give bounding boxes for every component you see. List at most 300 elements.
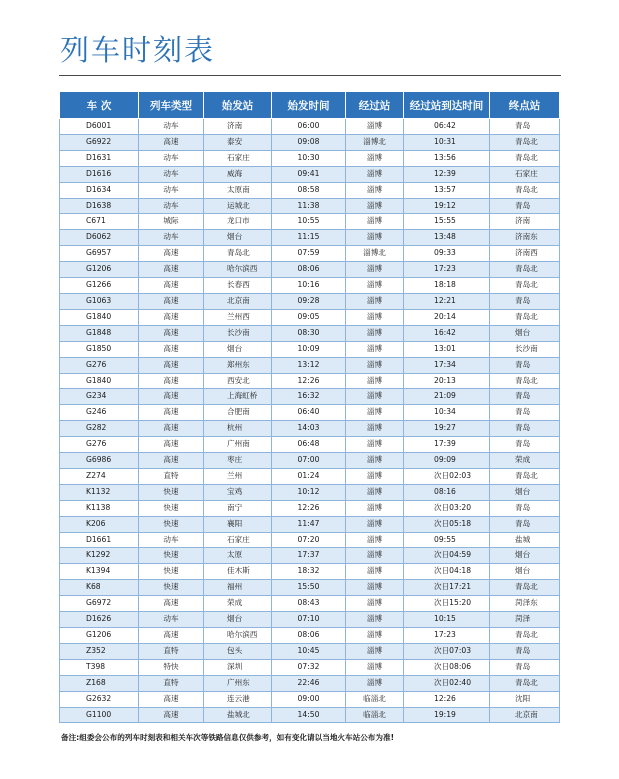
terminal-station-cell: 沈阳 <box>490 691 560 707</box>
table-row <box>60 262 560 278</box>
terminal-station-cell: 烟台 <box>490 548 560 564</box>
train-type-cell: 快速 <box>139 580 204 596</box>
table-row <box>60 119 560 135</box>
terminal-station-cell: 石家庄 <box>490 166 560 182</box>
via-arrival-time-cell: 16:42 <box>404 325 490 341</box>
departure-time-cell: 08:43 <box>272 596 346 612</box>
origin-station-cell: 泰安 <box>204 134 272 150</box>
origin-station-cell: 太原 <box>204 548 272 564</box>
train-number-cell: D1616 <box>60 166 139 182</box>
terminal-station-cell: 济南西 <box>490 246 560 262</box>
train-number-cell: Z168 <box>60 675 139 691</box>
train-type-cell: 高速 <box>139 596 204 612</box>
table-row <box>60 468 560 484</box>
origin-station-cell: 烟台 <box>204 230 272 246</box>
terminal-station-cell: 盐城 <box>490 532 560 548</box>
via-arrival-time-cell: 09:55 <box>404 532 490 548</box>
via-arrival-time-cell: 19:12 <box>404 198 490 214</box>
table-row <box>60 150 560 166</box>
table-row <box>60 309 560 325</box>
departure-time-cell: 10:09 <box>272 341 346 357</box>
train-type-cell: 动车 <box>139 182 204 198</box>
origin-station-cell: 石家庄 <box>204 150 272 166</box>
origin-station-cell: 威海 <box>204 166 272 182</box>
via-station-cell: 淄博 <box>346 262 404 278</box>
train-number-cell: Z274 <box>60 468 139 484</box>
origin-station-cell: 兰州 <box>204 468 272 484</box>
via-station-cell: 淄博 <box>346 119 404 135</box>
origin-station-cell: 上海虹桥 <box>204 389 272 405</box>
via-station-cell: 淄博 <box>346 500 404 516</box>
origin-station-cell: 龙口市 <box>204 214 272 230</box>
via-station-cell: 淄博 <box>346 580 404 596</box>
table-row <box>60 421 560 437</box>
via-station-cell: 淄博 <box>346 278 404 294</box>
departure-time-cell: 10:12 <box>272 484 346 500</box>
train-number-cell: G276 <box>60 437 139 453</box>
terminal-station-cell: 青岛 <box>490 119 560 135</box>
train-number-cell: G6957 <box>60 246 139 262</box>
table-row <box>60 341 560 357</box>
via-station-cell: 淄博 <box>346 659 404 675</box>
train-number-cell: D1661 <box>60 532 139 548</box>
via-station-cell: 淄博 <box>346 532 404 548</box>
train-type-cell: 高速 <box>139 421 204 437</box>
terminal-station-cell: 青岛 <box>490 516 560 532</box>
via-arrival-time-cell: 10:31 <box>404 134 490 150</box>
table-row <box>60 405 560 421</box>
train-type-cell: 动车 <box>139 166 204 182</box>
departure-time-cell: 01:24 <box>272 468 346 484</box>
train-type-cell: 动车 <box>139 150 204 166</box>
origin-station-cell: 哈尔滨西 <box>204 628 272 644</box>
via-station-cell: 淄博 <box>346 373 404 389</box>
via-station-cell: 淄博 <box>346 628 404 644</box>
terminal-station-cell: 青岛 <box>490 293 560 309</box>
train-number-cell: G282 <box>60 421 139 437</box>
train-number-cell: G246 <box>60 405 139 421</box>
table-row <box>60 246 560 262</box>
train-number-cell: K68 <box>60 580 139 596</box>
via-station-cell: 淄博 <box>346 357 404 373</box>
via-arrival-time-cell: 12:39 <box>404 166 490 182</box>
via-station-cell: 淄博 <box>346 405 404 421</box>
origin-station-cell: 杭州 <box>204 421 272 437</box>
departure-time-cell: 07:00 <box>272 453 346 469</box>
terminal-station-cell: 长沙南 <box>490 341 560 357</box>
origin-station-cell: 宝鸡 <box>204 484 272 500</box>
train-type-cell: 高速 <box>139 628 204 644</box>
origin-station-cell: 包头 <box>204 643 272 659</box>
train-number-cell: D1638 <box>60 198 139 214</box>
table-row <box>60 437 560 453</box>
train-number-cell: C671 <box>60 214 139 230</box>
train-number-cell: G2632 <box>60 691 139 707</box>
via-station-cell: 淄博 <box>346 437 404 453</box>
train-number-cell: G6986 <box>60 453 139 469</box>
via-arrival-time-cell: 13:01 <box>404 341 490 357</box>
via-station-cell: 淄博 <box>346 548 404 564</box>
terminal-station-cell: 烟台 <box>490 564 560 580</box>
departure-time-cell: 07:59 <box>272 246 346 262</box>
column-header-departure-time: 始发时间 <box>272 92 346 119</box>
terminal-station-cell: 烟台 <box>490 484 560 500</box>
departure-time-cell: 06:00 <box>272 119 346 135</box>
train-number-cell: G1063 <box>60 293 139 309</box>
train-number-cell: G1206 <box>60 628 139 644</box>
origin-station-cell: 烟台 <box>204 341 272 357</box>
train-number-cell: G6972 <box>60 596 139 612</box>
origin-station-cell: 荣成 <box>204 596 272 612</box>
table-row <box>60 612 560 628</box>
departure-time-cell: 07:32 <box>272 659 346 675</box>
departure-time-cell: 12:26 <box>272 373 346 389</box>
via-arrival-time-cell: 15:55 <box>404 214 490 230</box>
terminal-station-cell: 青岛北 <box>490 580 560 596</box>
via-arrival-time-cell: 12:21 <box>404 293 490 309</box>
column-header-train-number: 车 次 <box>60 92 139 119</box>
via-arrival-time-cell: 次日07:03 <box>404 643 490 659</box>
via-arrival-time-cell: 次日04:18 <box>404 564 490 580</box>
title-divider <box>59 75 561 76</box>
train-type-cell: 高速 <box>139 389 204 405</box>
train-type-cell: 高速 <box>139 325 204 341</box>
train-number-cell: D1634 <box>60 182 139 198</box>
origin-station-cell: 长春西 <box>204 278 272 294</box>
via-station-cell: 淄博 <box>346 166 404 182</box>
page-title: 列车时刻表 <box>60 33 216 67</box>
train-number-cell: G6922 <box>60 134 139 150</box>
via-station-cell: 淄博 <box>346 468 404 484</box>
terminal-station-cell: 菏泽 <box>490 612 560 628</box>
via-arrival-time-cell: 19:19 <box>404 707 490 723</box>
terminal-station-cell: 青岛 <box>490 357 560 373</box>
terminal-station-cell: 荣成 <box>490 453 560 469</box>
table-row <box>60 389 560 405</box>
train-number-cell: K1394 <box>60 564 139 580</box>
via-arrival-time-cell: 06:42 <box>404 119 490 135</box>
departure-time-cell: 09:00 <box>272 691 346 707</box>
train-number-cell: G1850 <box>60 341 139 357</box>
origin-station-cell: 襄阳 <box>204 516 272 532</box>
via-arrival-time-cell: 21:09 <box>404 389 490 405</box>
table-row <box>60 580 560 596</box>
via-station-cell: 淄博 <box>346 182 404 198</box>
via-station-cell: 淄博 <box>346 230 404 246</box>
column-header-via-station: 经过站 <box>346 92 404 119</box>
train-type-cell: 高速 <box>139 134 204 150</box>
train-number-cell: G1100 <box>60 707 139 723</box>
via-arrival-time-cell: 09:09 <box>404 453 490 469</box>
origin-station-cell: 烟台 <box>204 612 272 628</box>
via-station-cell: 临淄北 <box>346 707 404 723</box>
via-arrival-time-cell: 13:48 <box>404 230 490 246</box>
origin-station-cell: 连云港 <box>204 691 272 707</box>
origin-station-cell: 广州东 <box>204 675 272 691</box>
departure-time-cell: 09:08 <box>272 134 346 150</box>
via-station-cell: 淄博 <box>346 484 404 500</box>
train-type-cell: 高速 <box>139 293 204 309</box>
train-type-cell: 高速 <box>139 278 204 294</box>
via-station-cell: 淄博 <box>346 325 404 341</box>
column-header-via-arrival-time: 经过站到达时间 <box>404 92 490 119</box>
origin-station-cell: 合肥南 <box>204 405 272 421</box>
train-type-cell: 动车 <box>139 532 204 548</box>
terminal-station-cell: 青岛北 <box>490 309 560 325</box>
via-arrival-time-cell: 次日02:03 <box>404 468 490 484</box>
origin-station-cell: 郑州东 <box>204 357 272 373</box>
table-row <box>60 357 560 373</box>
train-type-cell: 直特 <box>139 643 204 659</box>
train-number-cell: K206 <box>60 516 139 532</box>
origin-station-cell: 石家庄 <box>204 532 272 548</box>
train-number-cell: G234 <box>60 389 139 405</box>
table-row <box>60 548 560 564</box>
departure-time-cell: 17:37 <box>272 548 346 564</box>
via-arrival-time-cell: 次日04:59 <box>404 548 490 564</box>
table-row <box>60 325 560 341</box>
via-arrival-time-cell: 17:23 <box>404 628 490 644</box>
departure-time-cell: 12:26 <box>272 500 346 516</box>
table-row <box>60 532 560 548</box>
table-row <box>60 198 560 214</box>
train-type-cell: 快速 <box>139 516 204 532</box>
train-type-cell: 快速 <box>139 564 204 580</box>
via-station-cell: 淄博 <box>346 612 404 628</box>
departure-time-cell: 14:50 <box>272 707 346 723</box>
terminal-station-cell: 青岛 <box>490 389 560 405</box>
via-arrival-time-cell: 次日08:06 <box>404 659 490 675</box>
via-arrival-time-cell: 10:34 <box>404 405 490 421</box>
train-number-cell: K1132 <box>60 484 139 500</box>
column-header-terminal-station: 终点站 <box>490 92 560 119</box>
train-type-cell: 高速 <box>139 246 204 262</box>
train-type-cell: 直特 <box>139 468 204 484</box>
train-number-cell: Z352 <box>60 643 139 659</box>
train-type-cell: 直特 <box>139 675 204 691</box>
table-row <box>60 659 560 675</box>
via-arrival-time-cell: 17:23 <box>404 262 490 278</box>
departure-time-cell: 13:12 <box>272 357 346 373</box>
departure-time-cell: 08:58 <box>272 182 346 198</box>
train-type-cell: 高速 <box>139 309 204 325</box>
origin-station-cell: 枣庄 <box>204 453 272 469</box>
via-arrival-time-cell: 08:16 <box>404 484 490 500</box>
terminal-station-cell: 北京南 <box>490 707 560 723</box>
terminal-station-cell: 青岛北 <box>490 150 560 166</box>
origin-station-cell: 太原南 <box>204 182 272 198</box>
footnote: 备注:组委会公布的列车时刻表和相关车次等铁路信息仅供参考，如有变化请以当地火车站公布为准! <box>61 733 395 742</box>
departure-time-cell: 08:06 <box>272 262 346 278</box>
departure-time-cell: 11:38 <box>272 198 346 214</box>
departure-time-cell: 07:20 <box>272 532 346 548</box>
origin-station-cell: 广州南 <box>204 437 272 453</box>
terminal-station-cell: 济南 <box>490 214 560 230</box>
train-type-cell: 动车 <box>139 119 204 135</box>
via-arrival-time-cell: 次日03:20 <box>404 500 490 516</box>
table-row <box>60 564 560 580</box>
column-header-origin-station: 始发站 <box>204 92 272 119</box>
departure-time-cell: 22:46 <box>272 675 346 691</box>
departure-time-cell: 15:50 <box>272 580 346 596</box>
via-arrival-time-cell: 13:56 <box>404 150 490 166</box>
terminal-station-cell: 青岛北 <box>490 675 560 691</box>
origin-station-cell: 南宁 <box>204 500 272 516</box>
via-station-cell: 淄博 <box>346 389 404 405</box>
via-station-cell: 淄博 <box>346 596 404 612</box>
terminal-station-cell: 青岛北 <box>490 134 560 150</box>
train-number-cell: G276 <box>60 357 139 373</box>
via-arrival-time-cell: 09:33 <box>404 246 490 262</box>
train-type-cell: 高速 <box>139 437 204 453</box>
via-arrival-time-cell: 18:18 <box>404 278 490 294</box>
table-row <box>60 373 560 389</box>
train-type-cell: 快速 <box>139 484 204 500</box>
via-station-cell: 淄博 <box>346 421 404 437</box>
train-number-cell: G1840 <box>60 373 139 389</box>
terminal-station-cell: 青岛北 <box>490 373 560 389</box>
departure-time-cell: 10:16 <box>272 278 346 294</box>
via-arrival-time-cell: 17:34 <box>404 357 490 373</box>
via-station-cell: 淄博北 <box>346 246 404 262</box>
via-arrival-time-cell: 次日05:18 <box>404 516 490 532</box>
train-type-cell: 高速 <box>139 405 204 421</box>
train-type-cell: 高速 <box>139 357 204 373</box>
table-row <box>60 516 560 532</box>
table-row <box>60 230 560 246</box>
table-row <box>60 628 560 644</box>
departure-time-cell: 07:10 <box>272 612 346 628</box>
via-station-cell: 淄博 <box>346 293 404 309</box>
terminal-station-cell: 青岛 <box>490 643 560 659</box>
train-type-cell: 特快 <box>139 659 204 675</box>
origin-station-cell: 深圳 <box>204 659 272 675</box>
origin-station-cell: 北京南 <box>204 293 272 309</box>
timetable-body <box>60 119 560 723</box>
train-number-cell: D6062 <box>60 230 139 246</box>
via-station-cell: 淄博 <box>346 341 404 357</box>
via-arrival-time-cell: 20:13 <box>404 373 490 389</box>
departure-time-cell: 10:30 <box>272 150 346 166</box>
via-arrival-time-cell: 20:14 <box>404 309 490 325</box>
train-type-cell: 城际 <box>139 214 204 230</box>
table-header-row <box>60 92 560 119</box>
via-station-cell: 淄博 <box>346 453 404 469</box>
train-type-cell: 高速 <box>139 262 204 278</box>
via-station-cell: 淄博 <box>346 675 404 691</box>
departure-time-cell: 18:32 <box>272 564 346 580</box>
train-type-cell: 快速 <box>139 548 204 564</box>
departure-time-cell: 06:48 <box>272 437 346 453</box>
terminal-station-cell: 青岛 <box>490 659 560 675</box>
train-type-cell: 动车 <box>139 230 204 246</box>
departure-time-cell: 10:45 <box>272 643 346 659</box>
table-row <box>60 596 560 612</box>
via-station-cell: 淄博 <box>346 214 404 230</box>
departure-time-cell: 08:06 <box>272 628 346 644</box>
departure-time-cell: 09:05 <box>272 309 346 325</box>
train-number-cell: G1848 <box>60 325 139 341</box>
train-type-cell: 高速 <box>139 373 204 389</box>
origin-station-cell: 运城北 <box>204 198 272 214</box>
table-row <box>60 691 560 707</box>
train-number-cell: G1840 <box>60 309 139 325</box>
terminal-station-cell: 青岛北 <box>490 628 560 644</box>
table-row <box>60 134 560 150</box>
via-arrival-time-cell: 17:39 <box>404 437 490 453</box>
train-number-cell: D6001 <box>60 119 139 135</box>
table-row <box>60 214 560 230</box>
terminal-station-cell: 青岛北 <box>490 182 560 198</box>
via-station-cell: 淄博 <box>346 150 404 166</box>
origin-station-cell: 西安北 <box>204 373 272 389</box>
table-row <box>60 182 560 198</box>
train-number-cell: G1206 <box>60 262 139 278</box>
terminal-station-cell: 青岛北 <box>490 468 560 484</box>
table-row <box>60 500 560 516</box>
table-row <box>60 293 560 309</box>
train-number-cell: K1138 <box>60 500 139 516</box>
origin-station-cell: 福州 <box>204 580 272 596</box>
departure-time-cell: 08:30 <box>272 325 346 341</box>
via-station-cell: 临淄北 <box>346 691 404 707</box>
via-station-cell: 淄博 <box>346 643 404 659</box>
train-type-cell: 动车 <box>139 612 204 628</box>
departure-time-cell: 16:32 <box>272 389 346 405</box>
train-type-cell: 动车 <box>139 198 204 214</box>
origin-station-cell: 青岛北 <box>204 246 272 262</box>
via-station-cell: 淄博 <box>346 564 404 580</box>
table-row <box>60 453 560 469</box>
terminal-station-cell: 青岛 <box>490 421 560 437</box>
train-type-cell: 高速 <box>139 691 204 707</box>
train-type-cell: 快速 <box>139 500 204 516</box>
via-arrival-time-cell: 10:15 <box>404 612 490 628</box>
origin-station-cell: 哈尔滨西 <box>204 262 272 278</box>
origin-station-cell: 佳木斯 <box>204 564 272 580</box>
terminal-station-cell: 青岛 <box>490 437 560 453</box>
via-arrival-time-cell: 次日15:20 <box>404 596 490 612</box>
timetable <box>59 91 560 723</box>
terminal-station-cell: 烟台 <box>490 325 560 341</box>
train-number-cell: D1631 <box>60 150 139 166</box>
table-row <box>60 643 560 659</box>
departure-time-cell: 06:40 <box>272 405 346 421</box>
terminal-station-cell: 菏泽东 <box>490 596 560 612</box>
table-row <box>60 166 560 182</box>
table-row <box>60 278 560 294</box>
departure-time-cell: 11:15 <box>272 230 346 246</box>
terminal-station-cell: 青岛 <box>490 198 560 214</box>
terminal-station-cell: 青岛 <box>490 405 560 421</box>
terminal-station-cell: 青岛北 <box>490 278 560 294</box>
departure-time-cell: 10:55 <box>272 214 346 230</box>
via-station-cell: 淄博 <box>346 198 404 214</box>
origin-station-cell: 长沙南 <box>204 325 272 341</box>
table-row <box>60 484 560 500</box>
train-number-cell: D1626 <box>60 612 139 628</box>
via-arrival-time-cell: 12:26 <box>404 691 490 707</box>
terminal-station-cell: 青岛北 <box>490 262 560 278</box>
train-type-cell: 高速 <box>139 453 204 469</box>
terminal-station-cell: 济南东 <box>490 230 560 246</box>
via-arrival-time-cell: 次日17:21 <box>404 580 490 596</box>
train-type-cell: 高速 <box>139 707 204 723</box>
origin-station-cell: 盐城北 <box>204 707 272 723</box>
origin-station-cell: 兰州西 <box>204 309 272 325</box>
train-number-cell: G1266 <box>60 278 139 294</box>
via-arrival-time-cell: 19:27 <box>404 421 490 437</box>
